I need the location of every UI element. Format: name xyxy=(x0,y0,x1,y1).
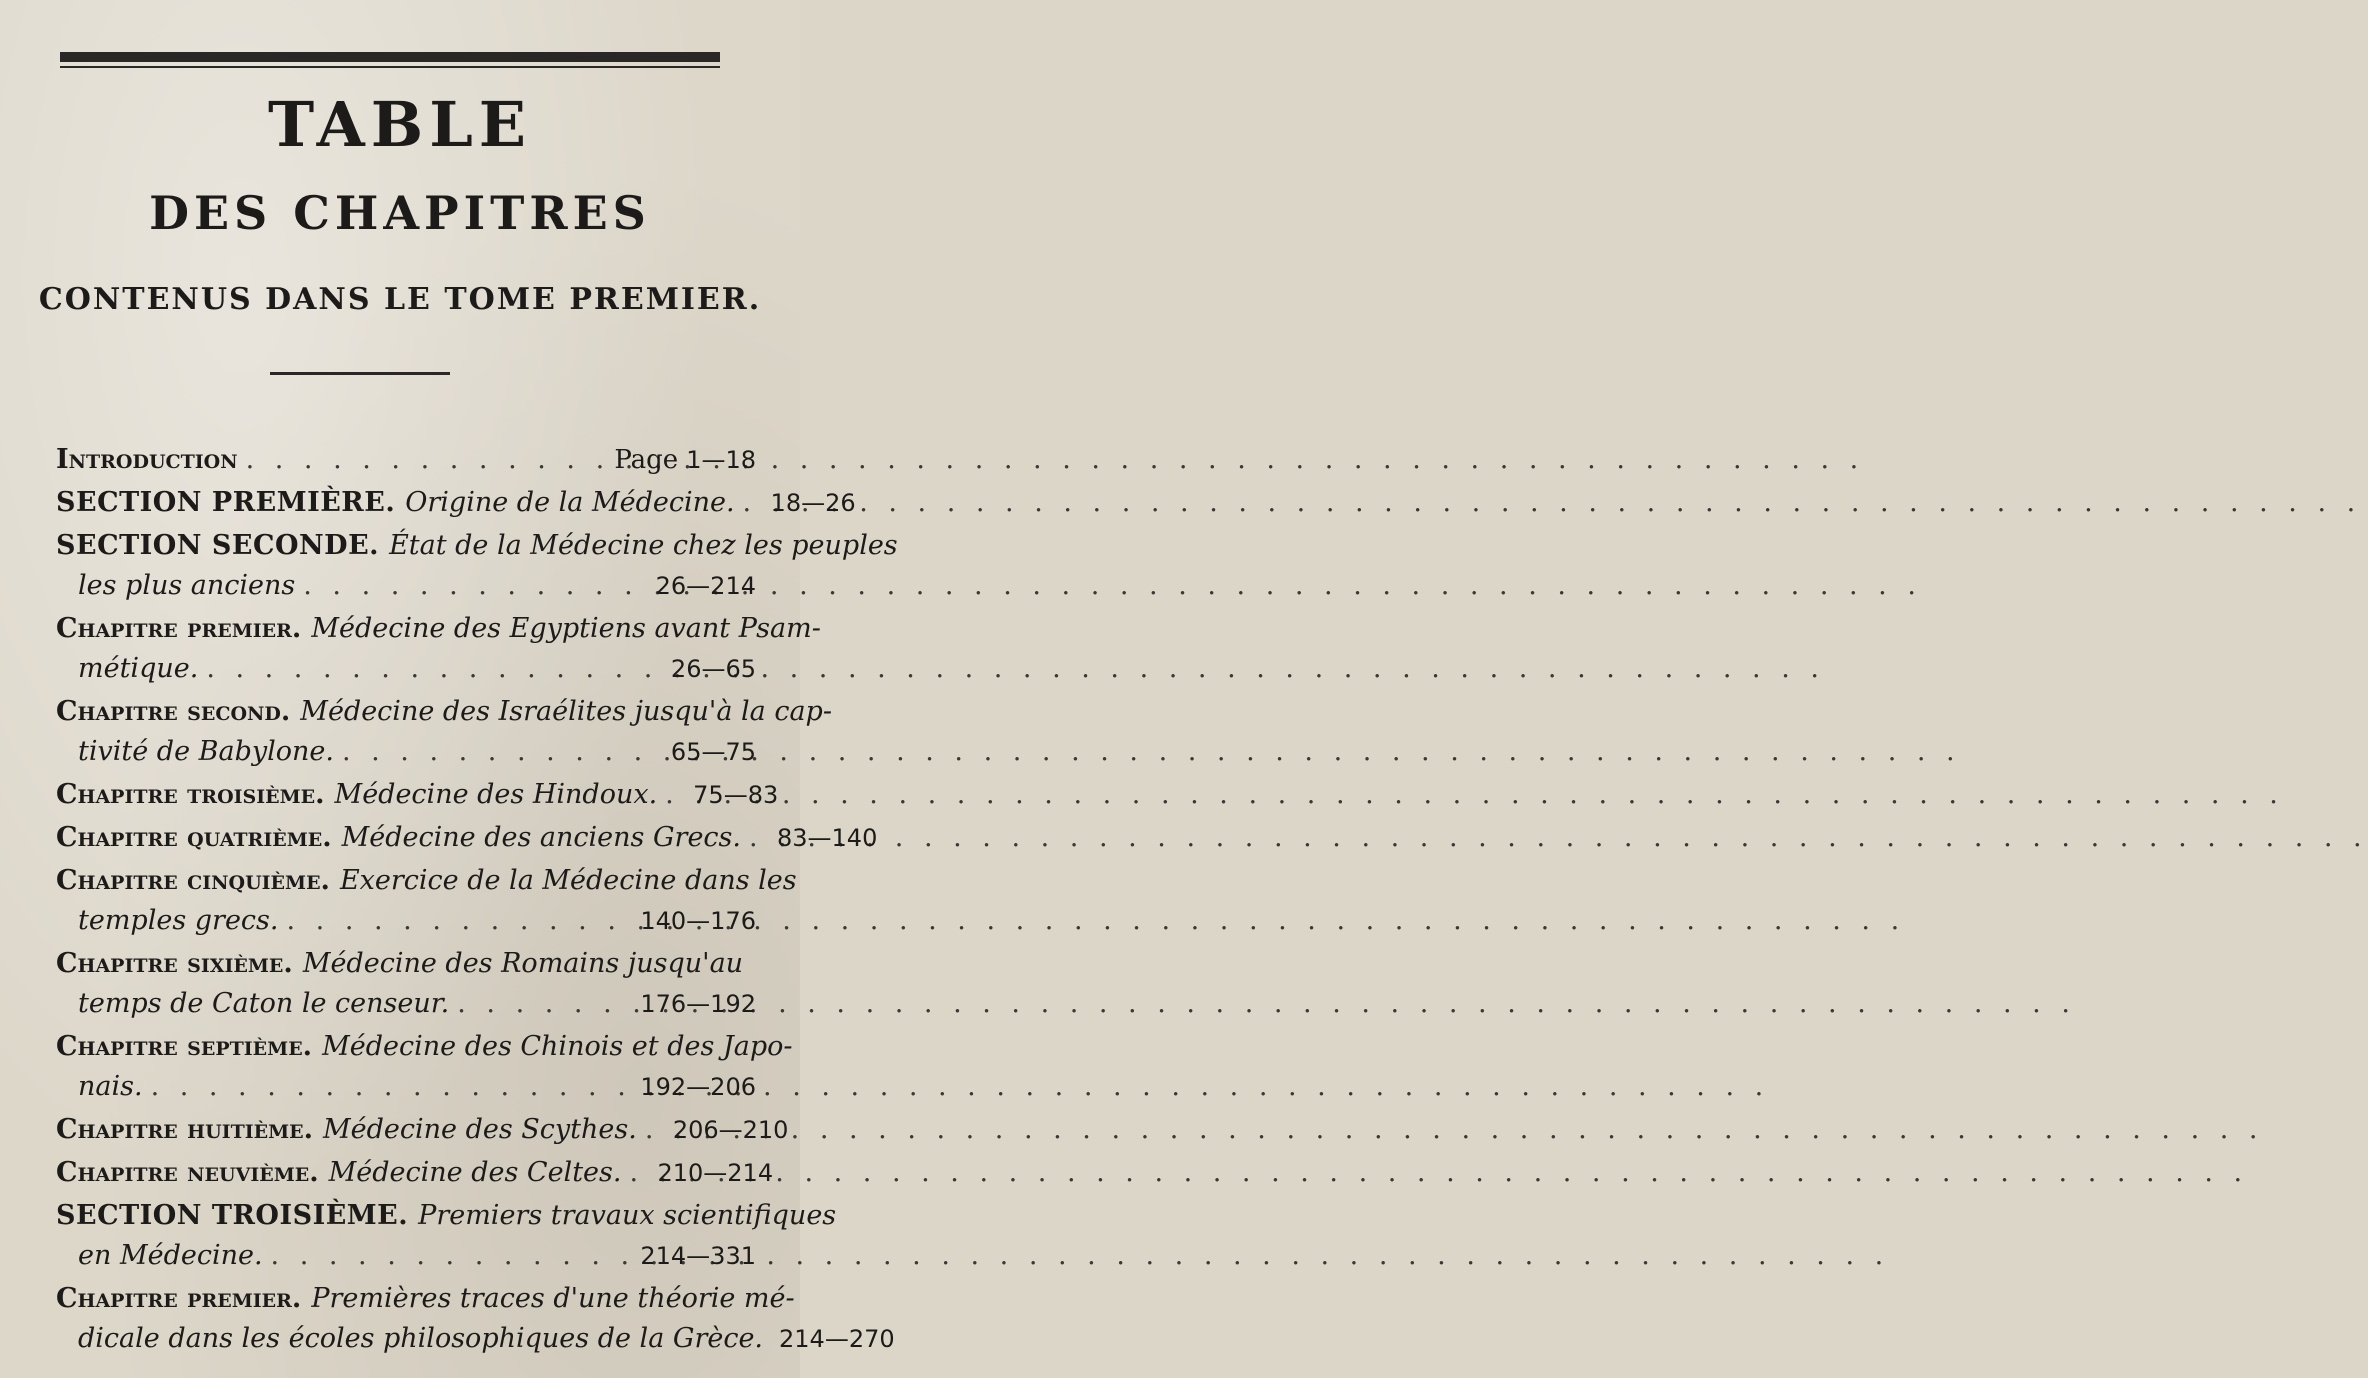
table-of-contents xyxy=(56,440,898,1362)
toc-entry-line xyxy=(56,732,756,772)
toc-entry-line xyxy=(56,775,779,815)
page-title: TABLE xyxy=(267,88,533,161)
toc-entry-line xyxy=(56,1236,756,1276)
toc-entry-line xyxy=(56,1067,756,1107)
toc-entry-line xyxy=(56,566,756,606)
toc-entry-line xyxy=(56,1279,795,1319)
toc-entry-title-cont: dicale dans les écoles philosophiques de la Grèce. xyxy=(78,1323,764,1354)
leader-dots xyxy=(645,1110,665,1150)
toc-entry-pages: 1—18 xyxy=(686,446,756,474)
toc-entry xyxy=(56,609,821,689)
toc-entry-lead: Introduction xyxy=(56,444,238,475)
toc-entry-pages: 176—192 xyxy=(640,990,756,1018)
leader-dots xyxy=(246,440,607,480)
toc-entry-pages: 26—65 xyxy=(670,655,756,683)
toc-entry-pages: 140—176 xyxy=(640,907,756,935)
toc-entry-title-cont: nais. xyxy=(78,1071,143,1102)
toc-entry-line xyxy=(56,483,856,523)
toc-entry xyxy=(56,1279,895,1359)
toc-entry-line xyxy=(56,1319,895,1359)
book-page xyxy=(0,0,898,1378)
toc-entry-title-cont: en Médecine. xyxy=(78,1240,263,1271)
toc-entry-title: Premières traces d'une théorie mé- xyxy=(311,1283,795,1314)
toc-entry-title-cont: tivité de Babylone. xyxy=(78,736,334,767)
page-label: Page xyxy=(614,445,679,475)
leader-dots xyxy=(749,818,769,858)
toc-entry-title: Médecine des Israélites jusqu'à la cap- xyxy=(300,696,832,727)
toc-entry xyxy=(56,818,878,858)
toc-entry-pages: 206—210 xyxy=(672,1116,789,1144)
leader-dots xyxy=(206,649,663,689)
leader-dots xyxy=(271,1236,633,1276)
toc-entry-pages: 65—75 xyxy=(670,738,756,766)
divider-rule xyxy=(270,372,450,375)
entry-gap xyxy=(56,1359,756,1362)
toc-entry-lead: Chapitre cinquième. xyxy=(56,865,330,896)
toc-entry xyxy=(56,861,797,941)
toc-entry-title: Médecine des anciens Grecs. xyxy=(341,822,741,853)
toc-entry-lead: Chapitre septième. xyxy=(56,1031,313,1062)
leader-dots xyxy=(303,566,647,606)
toc-entry-line xyxy=(56,818,878,858)
top-rule-thin xyxy=(60,66,720,68)
toc-entry-title: Origine de la Médecine. xyxy=(405,487,735,518)
toc-entry xyxy=(56,775,779,815)
leader-dots xyxy=(629,1153,649,1193)
toc-entry-title: État de la Médecine chez les peuples xyxy=(389,530,898,561)
toc-entry-line xyxy=(56,526,898,566)
toc-entry-title-cont: temples grecs. xyxy=(78,905,279,936)
toc-entry-title-cont: temps de Caton le censeur. xyxy=(78,988,450,1019)
toc-entry-lead: Chapitre premier. xyxy=(56,613,302,644)
toc-entry-title: Exercice de la Médecine dans les xyxy=(339,865,797,896)
toc-entry-line xyxy=(56,1027,793,1067)
toc-entry xyxy=(56,1110,789,1150)
toc-entry-pages: 83—140 xyxy=(776,824,878,852)
toc-entry-lead: SECTION SECONDE. xyxy=(56,530,380,561)
toc-entry-line xyxy=(56,649,756,689)
toc-entry-line xyxy=(56,901,756,941)
toc-entry xyxy=(56,526,898,606)
toc-entry-lead: Chapitre sixième. xyxy=(56,948,293,979)
toc-entry-line xyxy=(56,984,756,1024)
toc-entry-lead: Chapitre quatrième. xyxy=(56,822,332,853)
toc-entry-pages: 210—214 xyxy=(657,1159,774,1187)
toc-entry-pages: 214—331 xyxy=(640,1242,756,1270)
toc-entry xyxy=(56,1027,793,1107)
toc-entry xyxy=(56,944,756,1024)
toc-entry-title: Premiers travaux scientifiques xyxy=(418,1200,837,1231)
toc-entry-lead: Chapitre neuvième. xyxy=(56,1157,319,1188)
toc-entry-title-cont: métique. xyxy=(78,653,199,684)
leader-dots xyxy=(743,483,763,523)
toc-entry-title: Médecine des Scythes. xyxy=(323,1114,637,1145)
toc-entry xyxy=(56,1196,837,1276)
toc-entry-lead: Chapitre premier. xyxy=(56,1283,302,1314)
toc-entry-line xyxy=(56,1196,837,1236)
leader-dots xyxy=(342,732,663,772)
toc-entry-lead: Chapitre second. xyxy=(56,696,291,727)
leader-dots xyxy=(151,1067,633,1107)
toc-entry-pages: 26—214 xyxy=(655,572,756,600)
toc-entry-title-cont: les plus anciens xyxy=(78,570,296,601)
toc-entry-line xyxy=(56,692,832,732)
page-subtitle: DES CHAPITRES xyxy=(149,186,651,240)
toc-entry-lead: SECTION PREMIÈRE. xyxy=(56,487,396,518)
page-subheading: CONTENUS DANS LE TOME PREMIER. xyxy=(38,282,762,317)
toc-entry-pages: 75—83 xyxy=(693,781,779,809)
toc-entry-pages: 18—26 xyxy=(770,489,856,517)
leader-dots xyxy=(287,901,633,941)
toc-entry-title: Médecine des Chinois et des Japo- xyxy=(322,1031,793,1062)
leader-dots xyxy=(457,984,632,1024)
toc-entry-lead: Chapitre troisième. xyxy=(56,779,325,810)
toc-entry-title: Médecine des Egyptiens avant Psam- xyxy=(311,613,821,644)
toc-entry xyxy=(56,1153,774,1193)
toc-entry-line xyxy=(56,440,756,480)
toc-entry-lead: Chapitre huitième. xyxy=(56,1114,313,1145)
top-rule xyxy=(60,52,720,62)
toc-entry-line xyxy=(56,1110,789,1150)
toc-entry-title: Médecine des Celtes. xyxy=(328,1157,622,1188)
toc-entry xyxy=(56,440,756,480)
toc-entry xyxy=(56,692,832,772)
toc-entry xyxy=(56,483,856,523)
toc-entry-line xyxy=(56,944,756,984)
toc-entry-pages: 214—270 xyxy=(779,1325,895,1353)
toc-entry-line xyxy=(56,861,797,901)
toc-entry-title: Médecine des Romains jusqu'au xyxy=(302,948,744,979)
toc-entry-line xyxy=(56,609,821,649)
toc-entry-line xyxy=(56,1153,774,1193)
toc-entry-pages: 192—206 xyxy=(640,1073,756,1101)
toc-entry-lead: SECTION TROISIÈME. xyxy=(56,1200,409,1231)
toc-entry-title: Médecine des Hindoux. xyxy=(334,779,658,810)
leader-dots xyxy=(665,775,685,815)
